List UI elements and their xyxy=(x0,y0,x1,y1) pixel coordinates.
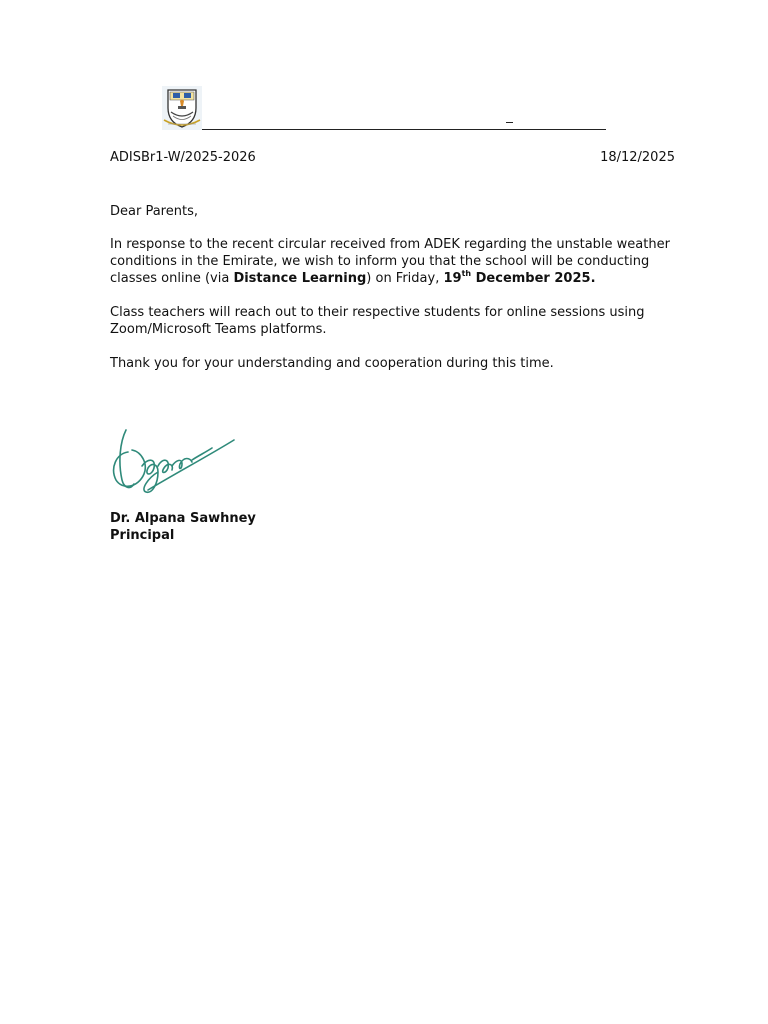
signatory-block xyxy=(110,510,256,544)
text-segment: classes online (via xyxy=(110,271,234,286)
day-suffix: th xyxy=(461,268,472,278)
paragraph-thanks xyxy=(110,355,680,372)
text-segment: ) on Friday, xyxy=(366,271,444,286)
sentence-end: . xyxy=(590,271,596,286)
school-crest-icon xyxy=(162,86,202,130)
paragraph-line: conditions in the Emirate, we wish to inform you that the school will be conducting xyxy=(110,254,650,269)
paragraph-notice xyxy=(110,236,680,287)
header-rule xyxy=(202,129,606,130)
paragraph-line: Class teachers will reach out to their respective students for online sessions using xyxy=(110,305,645,320)
salutation: Dear Parents, xyxy=(110,204,198,219)
reference-number: ADISBr1-W/2025-2026 xyxy=(110,150,256,165)
letter-date: 18/12/2025 xyxy=(600,150,675,165)
signatory-name: Dr. Alpana Sawhney xyxy=(110,511,256,526)
handwritten-signature xyxy=(108,422,240,496)
day-number: 19 xyxy=(443,271,462,286)
date-emphasis xyxy=(443,268,596,286)
paragraph-teachers xyxy=(110,304,680,338)
distance-learning-emphasis: Distance Learning xyxy=(233,271,367,286)
paragraph-line: Zoom/Microsoft Teams platforms. xyxy=(110,322,327,337)
paragraph-line: Thank you for your understanding and cooperation during this time. xyxy=(110,356,554,371)
paragraph-line xyxy=(110,270,680,287)
month-year: December 2025 xyxy=(471,271,591,286)
signatory-title: Principal xyxy=(110,528,175,543)
paragraph-line: In response to the recent circular received from ADEK regarding the unstable weather xyxy=(110,237,670,252)
header-dash xyxy=(506,122,513,123)
letterhead xyxy=(160,86,606,132)
